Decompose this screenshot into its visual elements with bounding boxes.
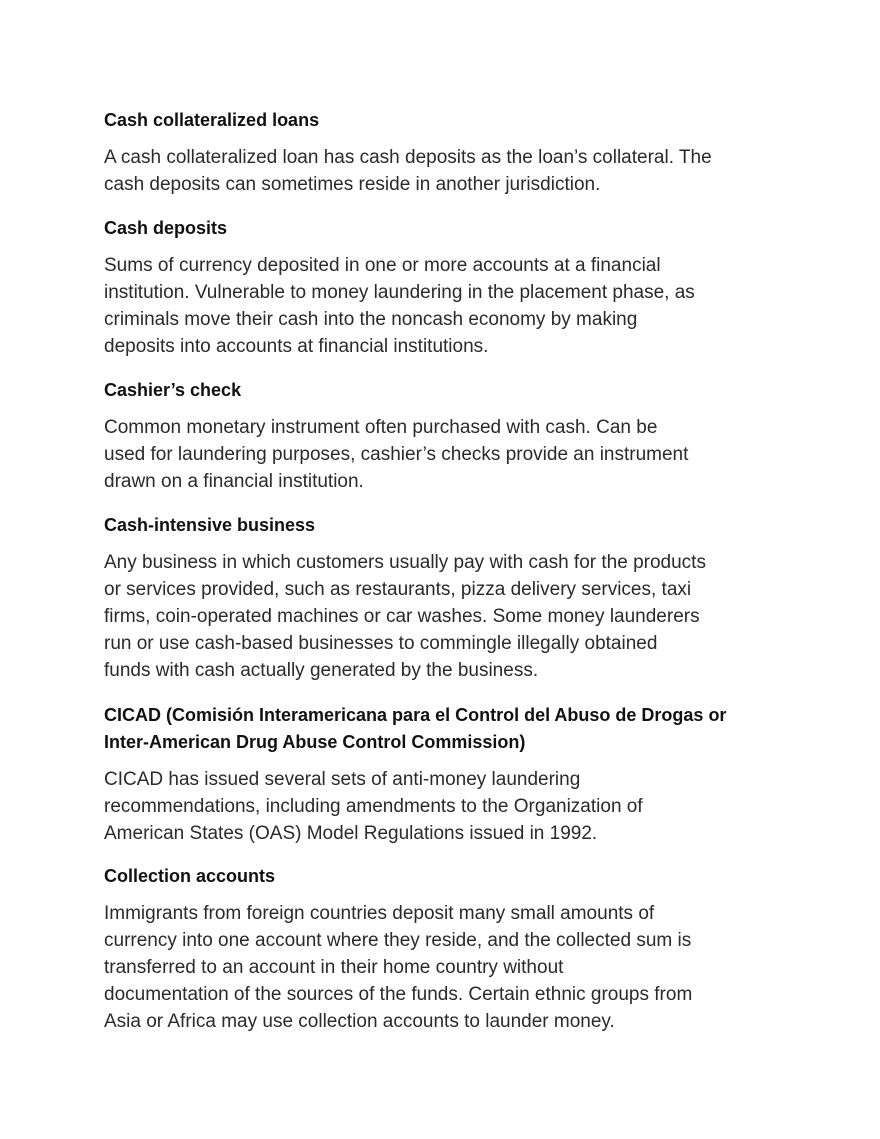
- definition-line: criminals move their cash into the noncash economy by making: [104, 309, 638, 330]
- entry-term: [104, 702, 820, 756]
- term-line: Inter-American Drug Abuse Control Commission): [104, 732, 526, 752]
- definition-line: Sums of currency deposited in one or more accounts at a financial: [104, 255, 661, 276]
- definition-line: recommendations, including amendments to the Organization of: [104, 796, 643, 817]
- entry-term: [104, 107, 820, 134]
- definition-line: A cash collateralized loan has cash deposits as the loan’s collateral. The: [104, 147, 712, 168]
- definition-line: used for laundering purposes, cashier’s checks provide an instrument: [104, 444, 689, 465]
- definition-line: Immigrants from foreign countries deposit many small amounts of: [104, 903, 655, 924]
- entry-definition: [104, 766, 820, 847]
- glossary-entry: [104, 377, 820, 495]
- definition-line: American States (OAS) Model Regulations issued in 1992.: [104, 823, 598, 844]
- entry-definition: [104, 252, 820, 360]
- glossary-entry: [104, 215, 820, 360]
- definition-line: Any business in which customers usually pay with cash for the products: [104, 552, 706, 573]
- definition-line: currency into one account where they reside, and the collected sum is: [104, 930, 692, 951]
- entry-definition: [104, 900, 820, 1035]
- definition-line: or services provided, such as restaurants, pizza delivery services, taxi: [104, 579, 692, 600]
- definition-line: deposits into accounts at financial institutions.: [104, 336, 489, 357]
- glossary-entry: [104, 512, 820, 684]
- definition-line: transferred to an account in their home country without: [104, 957, 564, 978]
- definition-line: firms, coin-operated machines or car washes. Some money launderers: [104, 606, 700, 627]
- entry-term: [104, 512, 820, 539]
- entry-definition: [104, 414, 820, 495]
- entry-term: [104, 215, 820, 242]
- definition-line: cash deposits can sometimes reside in another jurisdiction.: [104, 174, 601, 195]
- term-line: CICAD (Comisión Interamericana para el Control del Abuso de Drogas or: [104, 705, 727, 725]
- term-line: Cash deposits: [104, 218, 228, 238]
- term-line: Collection accounts: [104, 866, 276, 886]
- entry-term: [104, 377, 820, 404]
- glossary-entry: [104, 702, 820, 847]
- definition-line: funds with cash actually generated by the business.: [104, 660, 539, 681]
- entry-term: [104, 863, 820, 890]
- definition-line: Asia or Africa may use collection accounts to launder money.: [104, 1011, 615, 1032]
- definition-line: CICAD has issued several sets of anti-money laundering: [104, 769, 581, 790]
- definition-line: run or use cash-based businesses to commingle illegally obtained: [104, 633, 658, 654]
- entry-definition: [104, 144, 820, 198]
- term-line: Cashier’s check: [104, 380, 242, 400]
- glossary-entry: [104, 863, 820, 1035]
- definition-line: institution. Vulnerable to money laundering in the placement phase, as: [104, 282, 695, 303]
- term-line: Cash-intensive business: [104, 515, 316, 535]
- definition-line: drawn on a financial institution.: [104, 471, 364, 492]
- term-line: Cash collateralized loans: [104, 110, 320, 130]
- entry-definition: [104, 549, 820, 684]
- definition-line: documentation of the sources of the funds. Certain ethnic groups from: [104, 984, 693, 1005]
- definition-line: Common monetary instrument often purchased with cash. Can be: [104, 417, 658, 438]
- glossary-entry: [104, 107, 820, 198]
